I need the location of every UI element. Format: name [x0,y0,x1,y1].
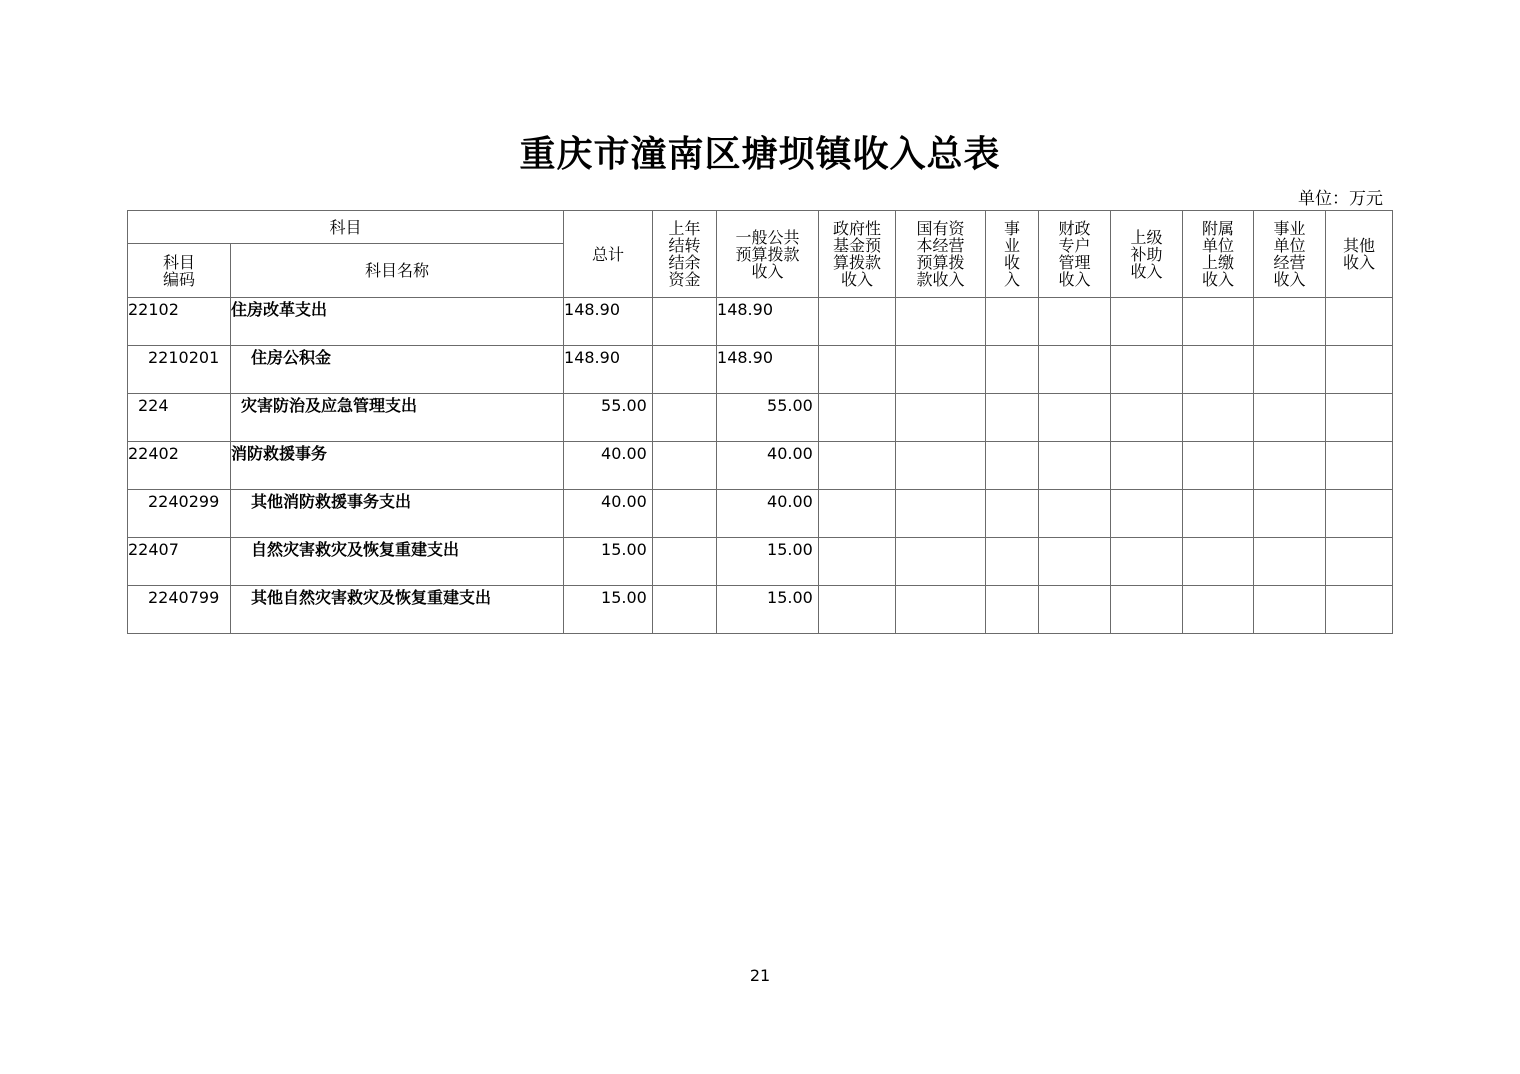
header-carryover: 上年 结转 结余 资金 [653,211,717,298]
header-state-capital: 国有资 本经营 预算拨 款收入 [896,211,986,298]
subject-code: 2240299 [128,490,231,538]
header-gov-fund: 政府性 基金预 算拨款 收入 [819,211,896,298]
subject-code: 224 [128,394,231,442]
header-subject-group: 科目 [128,211,564,244]
subject-name: 消防救援事务 [231,442,564,490]
header-business: 事 业 收 入 [986,211,1039,298]
general-budget-value: 15.00 [717,586,819,634]
subject-code: 2240799 [128,586,231,634]
table-row [128,394,1393,442]
general-budget-value: 40.00 [717,442,819,490]
header-general-budget: 一般公共 预算拨款 收入 [717,211,819,298]
header-affiliated-payment: 附属 单位 上缴 收入 [1183,211,1254,298]
table-row [128,346,1393,394]
total-value: 15.00 [564,586,653,634]
page-number: 21 [749,966,771,985]
header-name: 科目名称 [231,244,564,298]
total-value: 40.00 [564,490,653,538]
general-budget-value: 148.90 [717,346,819,394]
subject-name: 灾害防治及应急管理支出 [231,394,564,442]
subject-name: 自然灾害救灾及恢复重建支出 [231,538,564,586]
table-row [128,490,1393,538]
page-title: 重庆市潼南区塘坝镇收入总表 [519,133,1001,175]
header-operating: 事业 单位 经营 收入 [1254,211,1326,298]
header-code: 科目 编码 [128,244,231,298]
header-superior-subsidy: 上级 补助 收入 [1111,211,1183,298]
subject-code: 2210201 [128,346,231,394]
table-row [128,586,1393,634]
header-total: 总计 [564,211,653,298]
total-value: 40.00 [564,442,653,490]
income-summary-table [127,210,1393,634]
general-budget-value: 15.00 [717,538,819,586]
table-row [128,442,1393,490]
general-budget-value: 148.90 [717,298,819,346]
header-fiscal-special: 财政 专户 管理 收入 [1039,211,1111,298]
header-other: 其他 收入 [1326,211,1393,298]
general-budget-value: 40.00 [717,490,819,538]
total-value: 15.00 [564,538,653,586]
table-row [128,538,1393,586]
table-row [128,298,1393,346]
subject-name: 住房公积金 [231,346,564,394]
general-budget-value: 55.00 [717,394,819,442]
subject-code: 22102 [128,298,231,346]
subject-name: 其他消防救援事务支出 [231,490,564,538]
unit-label: 单位：万元 [1298,189,1383,209]
subject-code: 22407 [128,538,231,586]
subject-name: 住房改革支出 [231,298,564,346]
total-value: 148.90 [564,346,653,394]
subject-code: 22402 [128,442,231,490]
subject-name: 其他自然灾害救灾及恢复重建支出 [231,586,564,634]
total-value: 55.00 [564,394,653,442]
total-value: 148.90 [564,298,653,346]
